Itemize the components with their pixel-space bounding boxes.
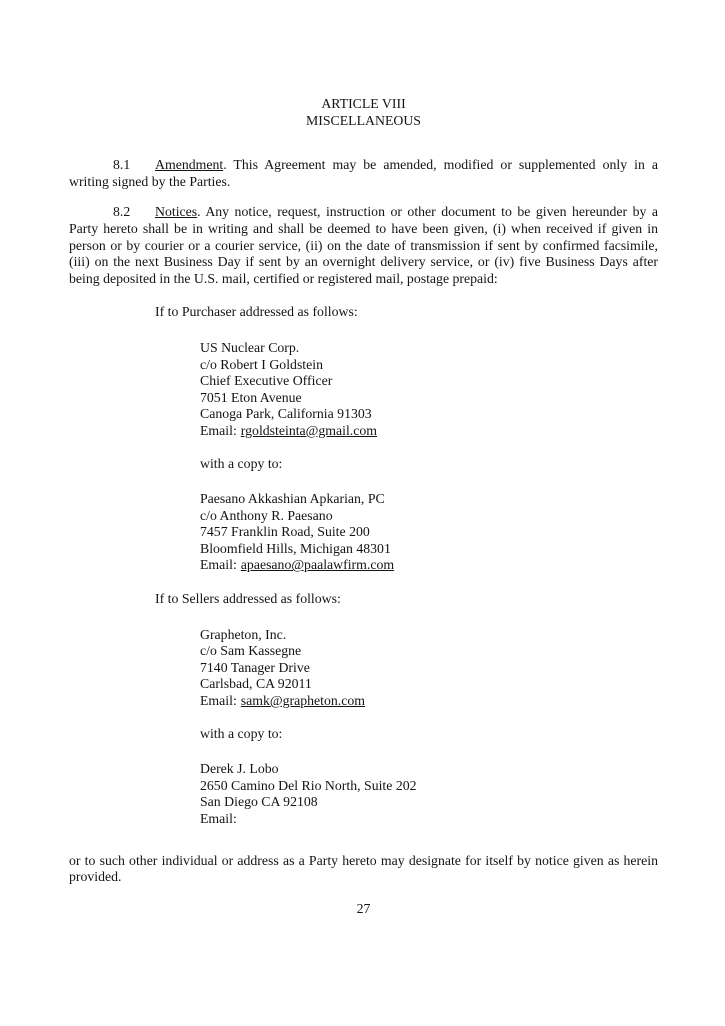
article-heading bbox=[69, 96, 658, 129]
section-8-1-body: . This Agreement may be amended, modified or supplemented only in a writing signed by the Parties. bbox=[69, 157, 658, 189]
address-line: 7457 Franklin Road, Suite 200 bbox=[200, 524, 370, 540]
purchaser-address-block bbox=[200, 340, 658, 440]
purchaser-copy-email: apaesano@paalawfirm.com bbox=[240, 557, 395, 573]
sellers-address-block bbox=[200, 627, 658, 710]
sellers-notice-intro: If to Sellers addressed as follows: bbox=[155, 591, 341, 607]
email-label: Email: bbox=[200, 557, 237, 573]
email-label: Email: bbox=[200, 693, 237, 709]
address-line: 7140 Tanager Drive bbox=[200, 659, 310, 675]
sellers-email: samk@grapheton.com bbox=[240, 693, 365, 709]
purchaser-email-line bbox=[200, 423, 658, 440]
address-line: Paesano Akkashian Apkarian, PC bbox=[200, 491, 385, 507]
purchaser-copy-intro: with a copy to: bbox=[200, 455, 283, 471]
sellers-email-line bbox=[200, 693, 658, 710]
article-subtitle: MISCELLANEOUS bbox=[306, 112, 421, 128]
purchaser-email: rgoldsteinta@gmail.com bbox=[240, 422, 378, 438]
address-line: Bloomfield Hills, Michigan 48301 bbox=[200, 540, 391, 556]
address-line: Canoga Park, California 91303 bbox=[200, 406, 372, 422]
section-8-1 bbox=[69, 157, 658, 190]
email-label: Email: bbox=[200, 811, 237, 826]
section-8-1-heading: Amendment bbox=[155, 157, 224, 173]
section-8-2-heading: Notices bbox=[155, 204, 198, 220]
address-line: San Diego CA 92108 bbox=[200, 794, 318, 810]
section-8-1-number: 8.1 bbox=[113, 157, 131, 173]
address-line: Chief Executive Officer bbox=[200, 373, 333, 389]
address-line: 7051 Eton Avenue bbox=[200, 389, 302, 405]
section-8-2-body: . Any notice, request, instruction or other document to be given hereunder by a Party hereto shall be in writing and shall be deemed to have been given, (i) when received if given in person or by courier or a courier service, (ii) on the date of transmission if sent by confirmed facsimile, (iii) on the next Business Day if sent by an overnight delivery service, or (iv) five Business Days after being deposited in the U.S. mail, certified or registered mail, postage prepaid: bbox=[69, 204, 658, 286]
address-line: US Nuclear Corp. bbox=[200, 339, 300, 355]
sellers-copy-email-line bbox=[200, 811, 658, 828]
address-line: 2650 Camino Del Rio North, Suite 202 bbox=[200, 777, 417, 793]
purchaser-copy-address-block bbox=[200, 491, 658, 574]
article-title: ARTICLE VIII bbox=[321, 96, 406, 111]
address-line: Derek J. Lobo bbox=[200, 761, 279, 777]
section-8-2-number: 8.2 bbox=[113, 204, 131, 220]
closing-paragraph: or to such other individual or address as a Party hereto may designate for itself by notice given as herein provided. bbox=[69, 852, 658, 885]
address-line: Carlsbad, CA 92011 bbox=[200, 676, 312, 692]
address-line: Grapheton, Inc. bbox=[200, 626, 287, 642]
email-label: Email: bbox=[200, 422, 237, 438]
sellers-copy-intro: with a copy to: bbox=[200, 725, 283, 741]
purchaser-notice-intro: If to Purchaser addressed as follows: bbox=[155, 304, 358, 320]
address-line: c/o Robert I Goldstein bbox=[200, 356, 323, 372]
purchaser-copy-email-line bbox=[200, 557, 658, 574]
section-8-2 bbox=[69, 204, 658, 287]
address-line: c/o Sam Kassegne bbox=[200, 643, 302, 659]
address-line: c/o Anthony R. Paesano bbox=[200, 507, 333, 523]
page-number: 27 bbox=[356, 900, 371, 916]
sellers-copy-address-block bbox=[200, 761, 658, 827]
